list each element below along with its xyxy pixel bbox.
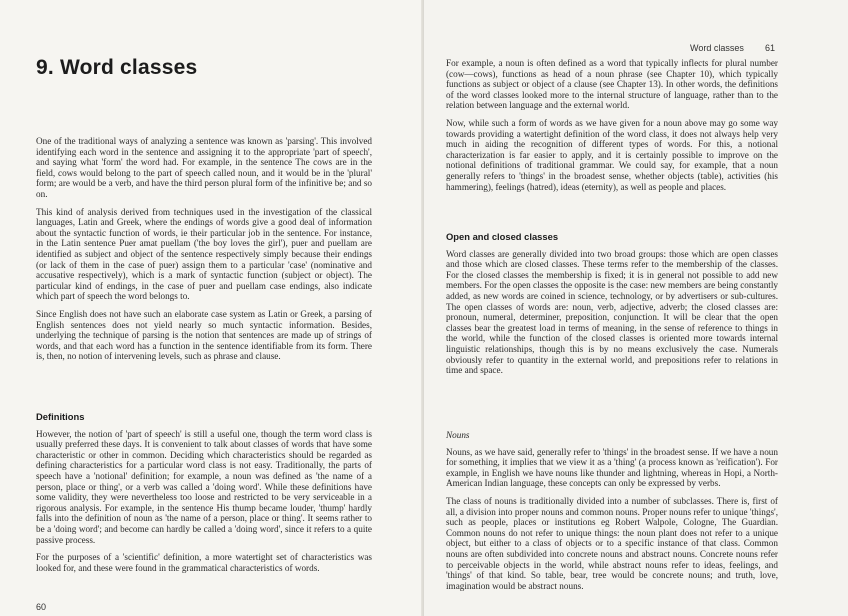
- section-heading-open-closed: Open and closed classes: [446, 231, 559, 242]
- paragraph: Now, while such a form of words as we have given for a noun above may go some way towards providing a watertight definition of the word class, it does not always help very much in aiding the recognition of different types of words. For this, a notional characterization is far easier to apply, and it is certainly possible to improve on the notional definitions of traditional grammar. We could say, for example, that a noun generally refers to 'things' in the broadest sense, whether objects (table), activities (his hammering), feelings (hatred), ideas (eternity), as well as people and places.: [446, 117, 778, 192]
- page-number-right: 61: [765, 43, 776, 53]
- paragraph: Nouns, as we have said, generally refer to 'things' in the broadest sense. If we have a noun for something, it implies that we view it as a 'thing' (a process known as 'reification'). For example, in English we have nouns like thunder and lightning, whereas in Hopi, a North-American Indian language, these concepts can only be expressed by verbs.: [446, 446, 778, 489]
- right-column-nouns: [446, 430, 778, 598]
- paragraph: For the purposes of a 'scientific' definition, a more watertight set of characteristics was looked for, and these were found in the grammatical characteristics of words.: [36, 552, 372, 573]
- paragraph: This kind of analysis derived from techniques used in the investigation of the classical languages, Latin and Greek, where the endings of words give a good deal of information about the syntactic function of words, ie their particular job in the sentence. For instance, in the Latin sentence Puer amat puellam ('the boy loves the girl'), puer and puellam are identified as subject and object of the sentence respectively simply because their endings (or lack of them in the case of puer) assign them to a particular 'case' (nominative and accusative respectively), which is a mark of syntactic function (subject or object). The particular kind of endings, in the case of puer and puellam case endings, also indicate which part of speech the word belongs to.: [36, 206, 372, 302]
- right-page: [424, 0, 848, 616]
- subsection-heading-nouns: Nouns: [446, 430, 470, 440]
- chapter-title: 9. Word classes: [36, 56, 198, 79]
- right-column-top: [446, 58, 778, 199]
- paragraph: The class of nouns is traditionally divided into a number of subclasses. There is, first of all, a division into proper nouns and common nouns. Proper nouns refer to unique 'things', such as people, places or institutions eg Robert Walpole, Cologne, The Guardian. Common nouns do not refer to unique things: the noun plant does not refer to a unique object, but either to a class of objects or to a specific instance of that class. Common nouns are often subdivided into concrete nouns and abstract nouns. Concrete nouns refer to perceivable objects in the world, while abstract nouns refer to ideas, feelings, and 'things' of that kind. So table, bear, tree would be concrete nouns; and truth, love, imagination would be abstract nouns.: [446, 495, 778, 591]
- paragraph: Word classes are generally divided into two broad groups: those which are open classes and those which are closed classes. These terms refer to the membership of the classes. For the closed classes the membership is fixed; it is in general not possible to add new members. For the open classes the opposite is the case: new members are being constantly added, as new words are coined in science, technology, or by advertisers or sub-cultures. The open classes of words are: noun, verb, adjective, adverb; the closed classes are: pronoun, numeral, determiner, preposition, conjunction. It will be clear that the open classes bear the greatest load in terms of meaning, in the sense of reference to things in the world, while the function of the closed classes is oriented more towards internal linguistic relationships, though this is by no means exclusively the case. Numerals obviously refer to quantity in the external world, and prepositions refer to relations in time and space.: [446, 248, 778, 376]
- paragraph: However, the notion of 'part of speech' is still a useful one, though the term word class is usually preferred these days. It is convenient to talk about classes of words that have some characteristic or other in common. Deciding which characteristics should be regarded as defining characteristics for a particular word class is not easy. Traditionally, the parts of speech have a 'notional' definition; for example, a noun was defined as 'the name of a person, place or thing', or a verb was called a 'doing word'. While these definitions have some validity, they were nevertheless too loose and restricted to be very serviceable in a rigorous analysis. For example, in the sentence His thump became louder, 'thump' hardly falls into the definition of noun as 'the name of a person, place or thing'. It seems rather to be a 'doing word'; and become can hardly be called a 'doing word', since it refers to a quite passive process.: [36, 428, 372, 545]
- page-number-left: 60: [36, 602, 47, 612]
- left-definitions-column: [36, 412, 372, 580]
- running-head: Word classes: [690, 43, 744, 53]
- section-heading-definitions: Definitions: [36, 411, 85, 422]
- paragraph: Since English does not have such an elaborate case system as Latin or Greek, a parsing of English sentences does not yield nearly so much syntactic information. Besides, underlying the technique of parsing is the notion that sentences are made up of strings of words, and that each word has a function in the sentence identifiable from its form. There is, then, no notion of intervening levels, such as phrase and clause.: [36, 308, 372, 362]
- paragraph: For example, a noun is often defined as a word that typically inflects for plural number (cow—cows), functions as head of a noun phrase (see Chapter 10), which typically functions as subject or object of a clause (see Chapter 13). In other words, the definitions of the word classes looked more to the internal structure of language, rather than to the relation between language and the external world.: [446, 58, 778, 111]
- paragraph: One of the traditional ways of analyzing a sentence was known as 'parsing'. This involved identifying each word in the sentence and assigning it to the appropriate 'part of speech', and saying what 'form' the word had. For example, in the sentence The cows are in the field, cows would belong to the part of speech called noun, and it would be in the 'plural' form; are would be a verb, and have the third person plural form of the infinitive be; and so on.: [36, 136, 372, 199]
- left-column: [36, 136, 372, 369]
- right-column-open-closed: [446, 232, 778, 383]
